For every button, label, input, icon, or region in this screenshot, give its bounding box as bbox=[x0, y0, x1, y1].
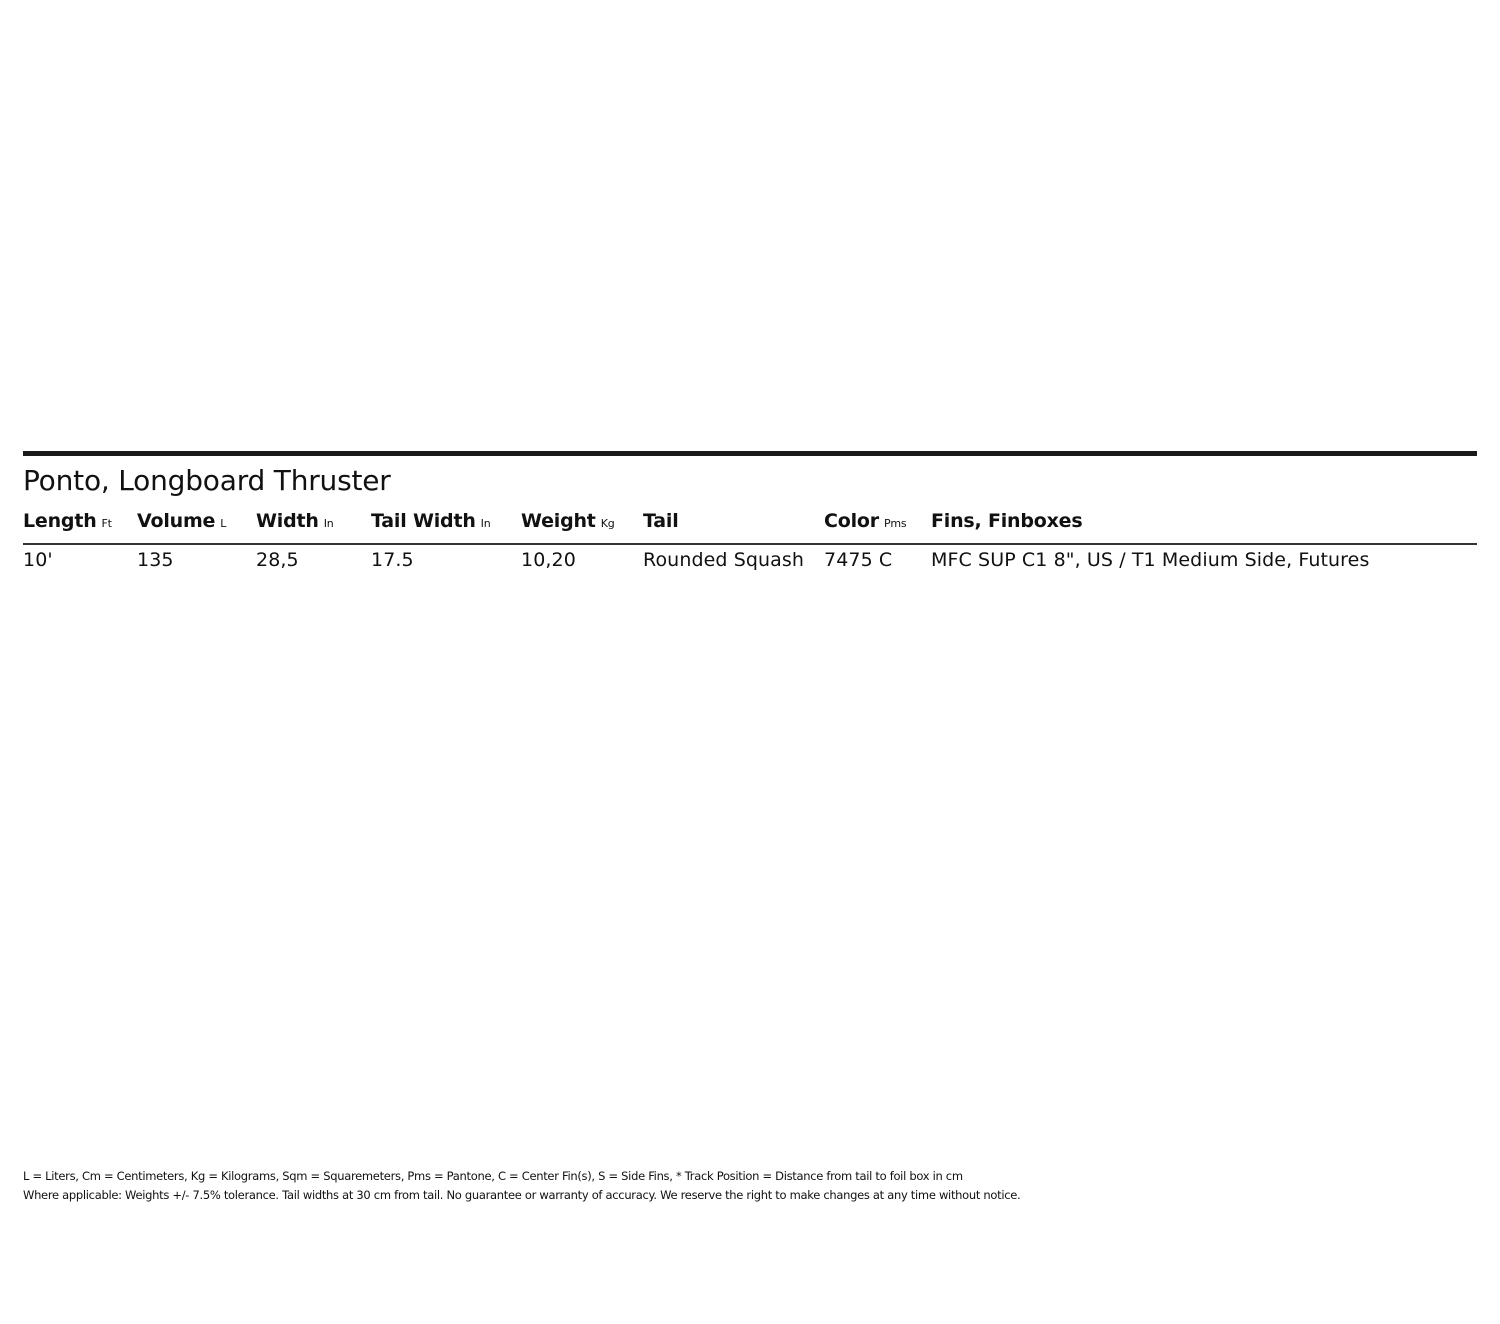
value-tail: Rounded Squash bbox=[643, 549, 805, 571]
header-color-unit: Pms bbox=[883, 517, 907, 530]
header-weight bbox=[521, 510, 615, 532]
header-rule bbox=[23, 543, 1477, 545]
header-volume-unit: L bbox=[220, 517, 227, 530]
header-length-unit: Ft bbox=[101, 517, 112, 530]
value-length: 10' bbox=[23, 549, 53, 571]
footnote-abbreviations: L = Liters, Cm = Centimeters, Kg = Kilograms, Sqm = Squaremeters, Pms = Pantone, C = Center Fin(s), S = Side Fins, * Track Position = Distance from tail to foil box in cm bbox=[23, 1169, 963, 1183]
header-width bbox=[256, 510, 334, 532]
header-weight-label: Weight bbox=[521, 510, 596, 532]
header-volume bbox=[137, 510, 226, 532]
header-tail bbox=[643, 510, 679, 532]
header-color bbox=[824, 510, 906, 532]
header-tail-label: Tail bbox=[643, 510, 679, 532]
value-tail-width: 17.5 bbox=[371, 549, 414, 571]
header-volume-label: Volume bbox=[137, 510, 216, 532]
header-width-unit: In bbox=[323, 517, 334, 530]
header-tail-width-label: Tail Width bbox=[371, 510, 476, 532]
header-fins-label: Fins, Finboxes bbox=[931, 510, 1083, 532]
header-weight-unit: Kg bbox=[600, 517, 615, 530]
header-color-label: Color bbox=[824, 510, 879, 532]
value-fins: MFC SUP C1 8", US / T1 Medium Side, Futures bbox=[931, 549, 1370, 571]
header-tail-width bbox=[371, 510, 490, 532]
value-volume: 135 bbox=[137, 549, 174, 571]
footnote-disclaimer: Where applicable: Weights +/- 7.5% tolerance. Tail widths at 30 cm from tail. No guarantee or warranty of accuracy. We reserve the right to make changes at any time without notice. bbox=[23, 1188, 1021, 1202]
value-width: 28,5 bbox=[256, 549, 299, 571]
header-fins bbox=[931, 510, 1082, 532]
value-color: 7475 C bbox=[824, 549, 893, 571]
product-title: Ponto, Longboard Thruster bbox=[23, 464, 391, 497]
header-length bbox=[23, 510, 112, 532]
header-width-label: Width bbox=[256, 510, 319, 532]
header-length-label: Length bbox=[23, 510, 97, 532]
header-tail-width-unit: In bbox=[480, 517, 491, 530]
value-weight: 10,20 bbox=[521, 549, 576, 571]
top-rule bbox=[23, 451, 1477, 456]
